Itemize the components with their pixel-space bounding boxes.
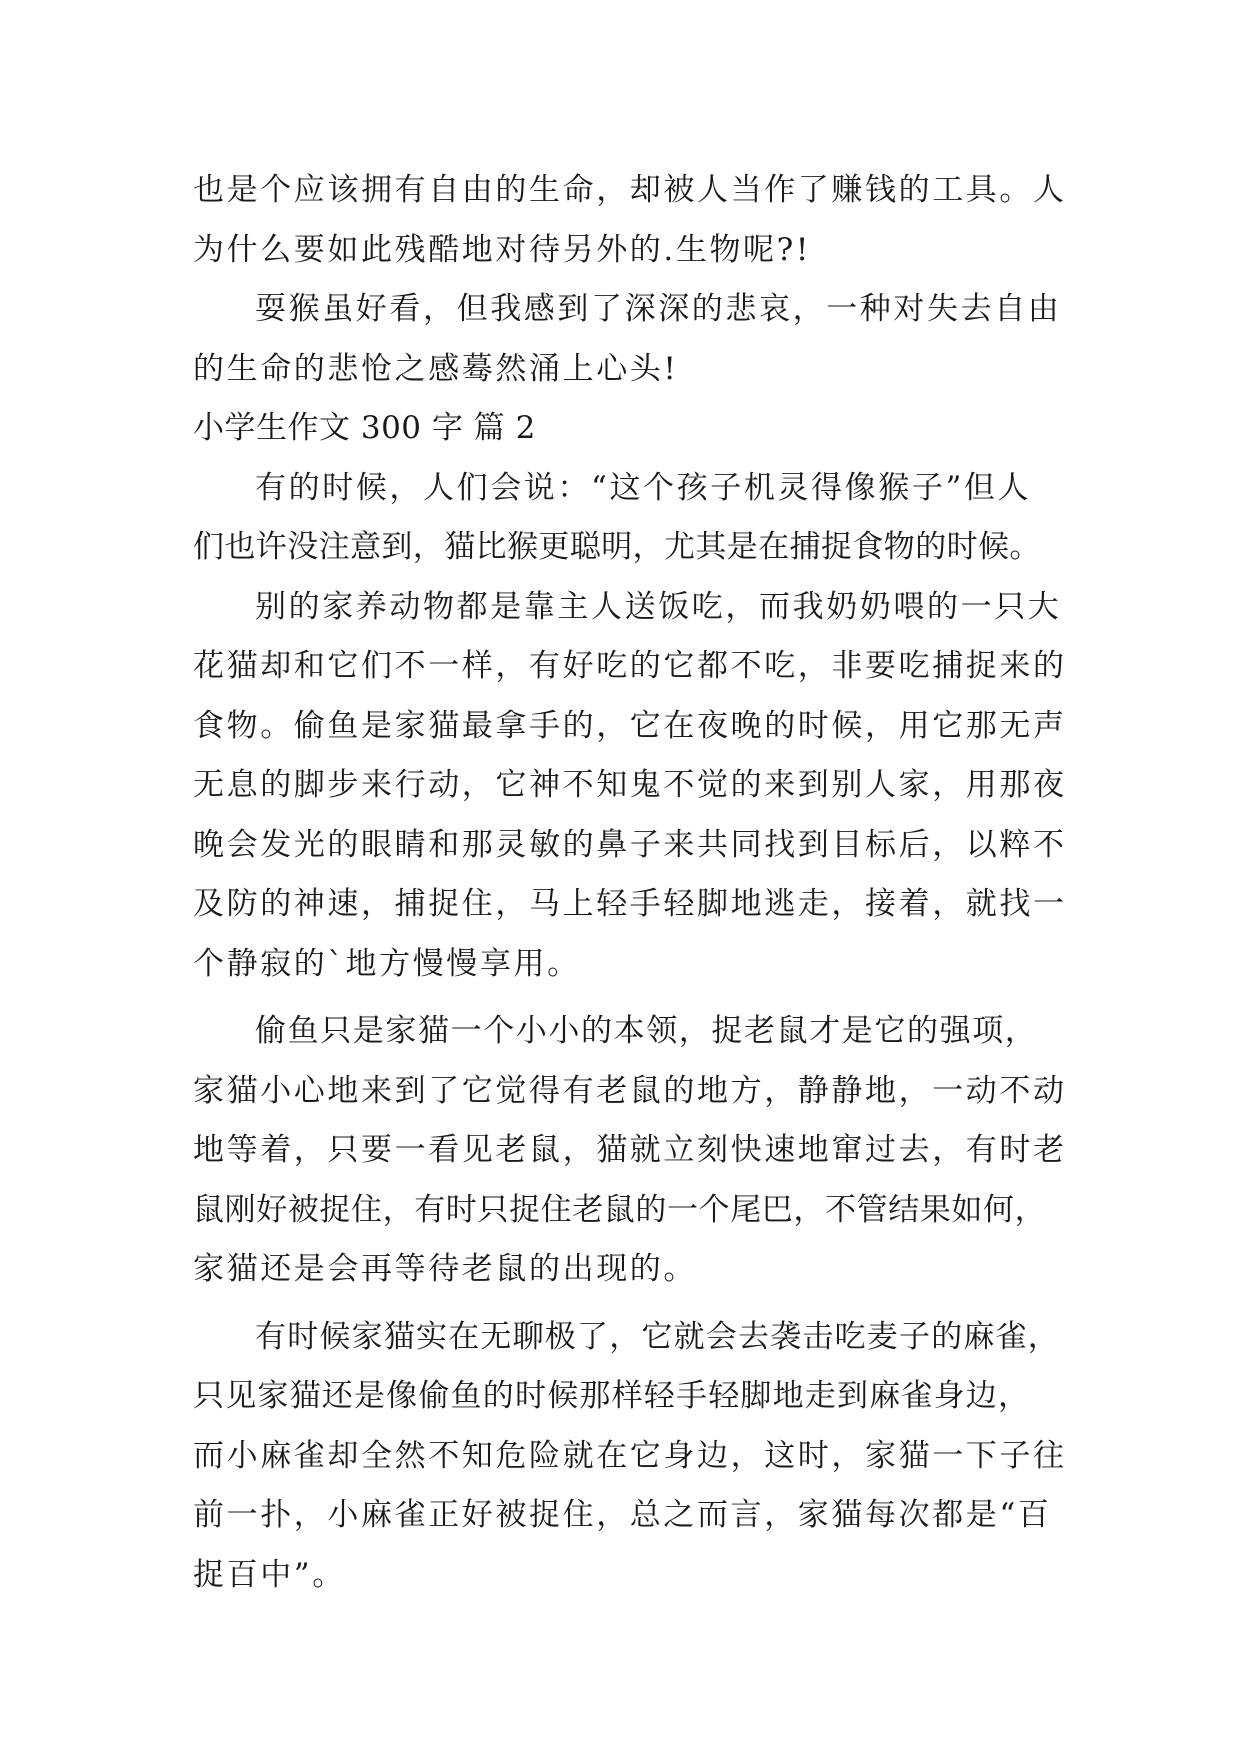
text-line: 鼠刚好被捉住，有时只捉住老鼠的一个尾巴，不管结果如何， — [193, 1191, 1047, 1228]
text-line: 个静寂的`地方慢慢享用。 — [193, 945, 581, 982]
text-line: 别的家养动物都是靠主人送饭吃，而我奶奶喂的一只大 — [255, 588, 1062, 625]
text-line: 有时候家猫实在无聊极了，它就会去袭击吃麦子的麻雀， — [255, 1318, 1060, 1355]
text-line: 有的时候，人们会说：“这个孩子机灵得像猴子”但人 — [255, 469, 1032, 506]
text-line: 食物。偷鱼是家猫最拿手的，它在夜晚的时候，用它那无声 — [193, 707, 1067, 744]
text-line: 而小麻雀却全然不知危险就在它身边，这时，家猫一下子往 — [193, 1437, 1067, 1474]
text-line: 家猫小心地来到了它觉得有老鼠的地方，静静地，一动不动 — [193, 1072, 1067, 1109]
section-heading: 小学生作文 300 字 篇 2 — [193, 410, 536, 446]
text-line: 也是个应该拥有自由的生命，却被人当作了赚钱的工具。人 — [193, 172, 1067, 208]
text-line: 为什么要如此残酷地对待另外的.生物呢?! — [193, 231, 811, 268]
text-line: 地等着，只要一看见老鼠，猫就立刻快速地窜过去，有时老 — [193, 1132, 1067, 1168]
text-line: 只见家猫还是像偷鱼的时候那样轻手轻脚地走到麻雀身边， — [193, 1378, 1031, 1414]
text-line: 的生命的悲怆之感蓦然涌上心头! — [193, 350, 679, 387]
text-line: 及防的神速，捕捉住，马上轻手轻脚地逃走，接着，就找一 — [193, 886, 1067, 922]
paragraph-gap — [193, 994, 1053, 1002]
document-body — [193, 161, 1067, 1605]
text-line: 晚会发光的眼睛和那灵敏的鼻子来共同找到目标后，以粹不 — [193, 826, 1067, 863]
text-line: 花猫却和它们不一样，有好吃的它都不吃，非要吃捕捉来的 — [193, 648, 1067, 684]
text-line: 们也许没注意到，猫比猴更聪明，尤其是在捕捉食物的时候。 — [193, 529, 1041, 565]
text-line: 家猫还是会再等待老鼠的出现的。 — [193, 1251, 697, 1287]
paragraph-gap — [193, 1300, 1053, 1308]
text-line: 偷鱼只是家猫一个小小的本领，捉老鼠才是它的强项， — [255, 1013, 1038, 1049]
text-line: 捉百中”。 — [193, 1556, 346, 1593]
text-line: 前一扑，小麻雀正好被捉住，总之而言，家猫每次都是“百 — [193, 1497, 1052, 1533]
text-line: 耍猴虽好看，但我感到了深深的悲哀，一种对失去自由 — [255, 291, 1062, 327]
text-line: 无息的脚步来行动，它神不知鬼不觉的来到别人家，用那夜 — [193, 767, 1067, 803]
